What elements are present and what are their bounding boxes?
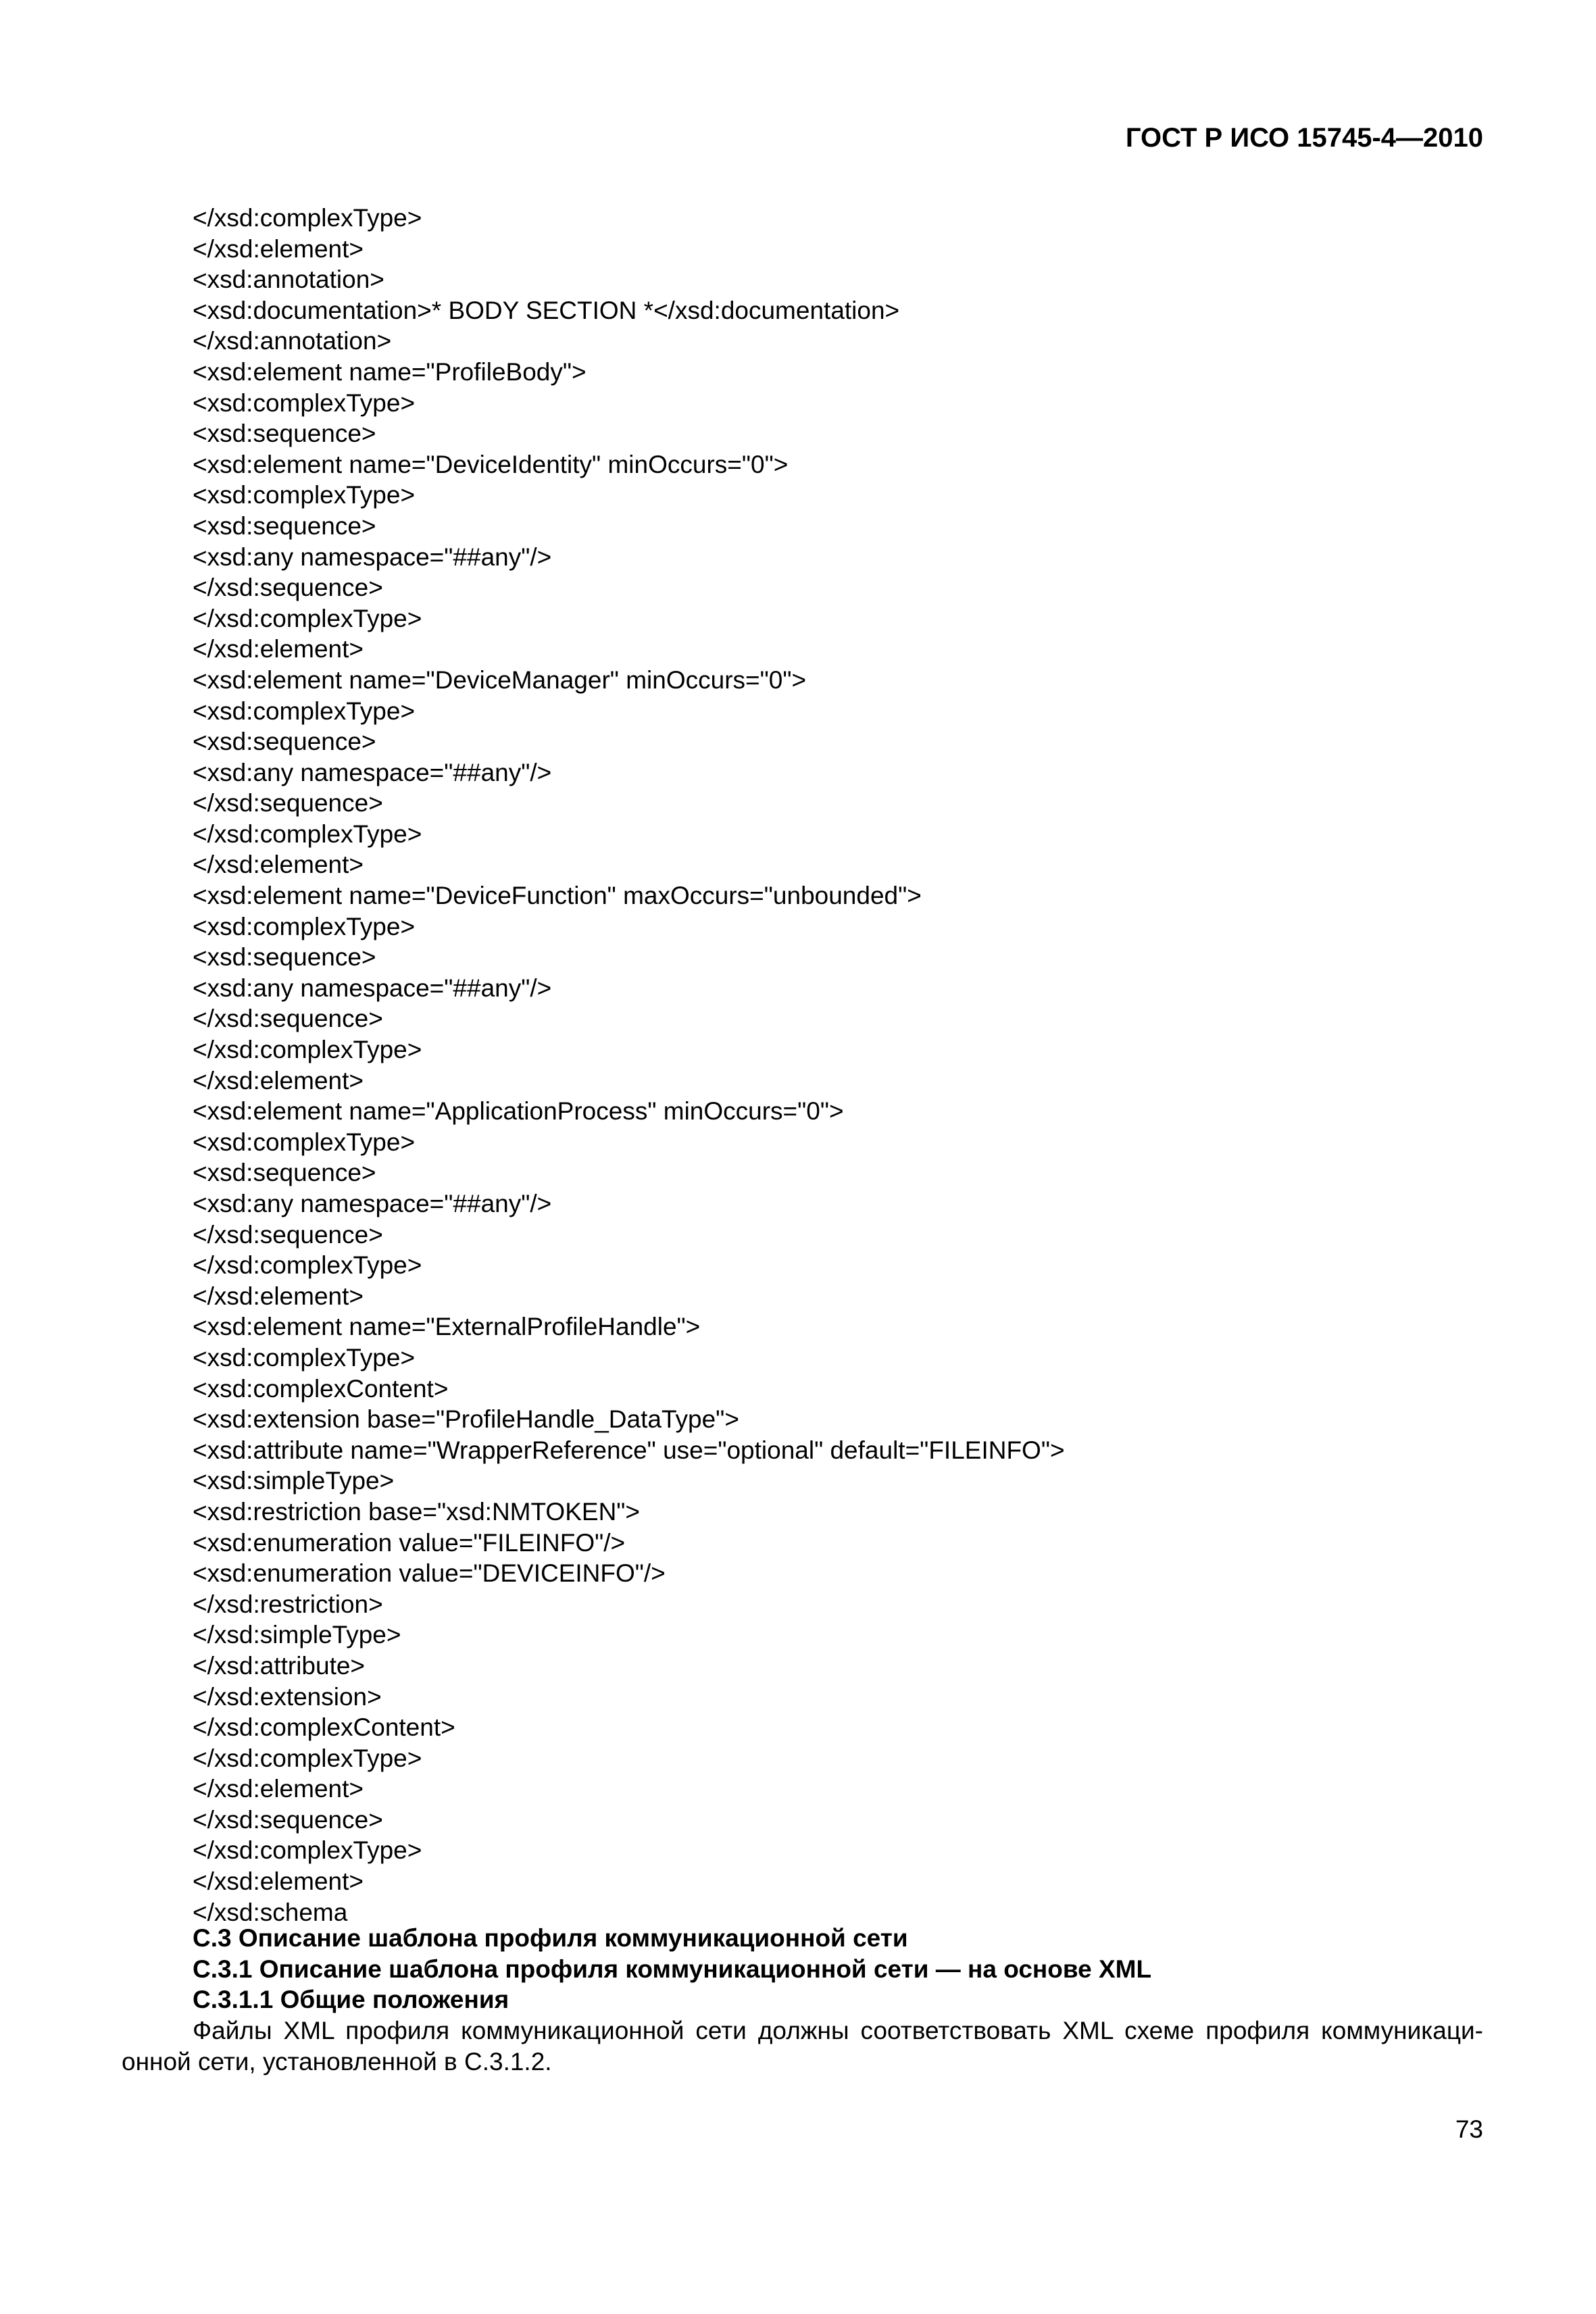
- code-line: </xsd:sequence>: [193, 789, 383, 818]
- code-line: <xsd:any namespace="##any"/>: [193, 758, 552, 786]
- code-line: </xsd:extension>: [193, 1682, 382, 1711]
- code-line: <xsd:complexContent>: [193, 1374, 449, 1403]
- code-line: <xsd:complexType>: [193, 1343, 416, 1372]
- code-line: </xsd:simpleType>: [193, 1621, 401, 1649]
- code-line: </xsd:sequence>: [193, 1805, 383, 1834]
- code-line: </xsd:element>: [193, 1282, 364, 1310]
- code-line: <xsd:complexType>: [193, 481, 416, 509]
- code-line: </xsd:sequence>: [193, 1005, 383, 1033]
- code-line: <xsd:sequence>: [193, 728, 376, 756]
- code-line: <xsd:restriction base="xsd:NMTOKEN">: [193, 1497, 641, 1526]
- code-line: <xsd:any namespace="##any"/>: [193, 543, 552, 571]
- code-line: </xsd:sequence>: [193, 574, 383, 602]
- code-line: </xsd:attribute>: [193, 1651, 366, 1680]
- code-line: </xsd:complexType>: [193, 204, 422, 232]
- section-heading-c3-1-1: С.3.1.1 Общие положения: [193, 1986, 509, 2014]
- code-line: </xsd:complexType>: [193, 1251, 422, 1280]
- code-line: </xsd:element>: [193, 234, 364, 263]
- code-line: <xsd:complexType>: [193, 1128, 416, 1156]
- code-line: </xsd:complexType>: [193, 1744, 422, 1772]
- code-line: <xsd:complexType>: [193, 697, 416, 725]
- code-line: <xsd:element name="ProfileBody">: [193, 357, 587, 386]
- code-line: <xsd:any namespace="##any"/>: [193, 974, 552, 1002]
- page-number: 73: [1455, 2115, 1483, 2143]
- code-line: <xsd:annotation>: [193, 266, 384, 294]
- code-line: <xsd:complexType>: [193, 912, 416, 940]
- code-line: </xsd:complexContent>: [193, 1713, 455, 1742]
- code-line: <xsd:element name="DeviceManager" minOccurs="0">: [193, 665, 807, 694]
- code-line: <xsd:simpleType>: [193, 1467, 395, 1495]
- code-line: </xsd:element>: [193, 1775, 364, 1803]
- code-line: </xsd:complexType>: [193, 820, 422, 848]
- code-line: <xsd:element name="DeviceFunction" maxOccurs="unbounded">: [193, 882, 922, 910]
- section-heading-c3-1: С.3.1 Описание шаблона профиля коммуникационной сети — на основе XML: [193, 1955, 1152, 1983]
- code-line: </xsd:element>: [193, 635, 364, 663]
- code-line: <xsd:any namespace="##any"/>: [193, 1190, 552, 1217]
- section-headings: [193, 1923, 1151, 2015]
- code-line: </xsd:element>: [193, 1867, 364, 1896]
- code-line: <xsd:enumeration value="FILEINFO"/>: [193, 1528, 626, 1557]
- paragraph-line-1: Файлы XML профиля коммуникационной сети должны соответствовать XML схеме профиля коммуникаци-: [193, 2017, 1483, 2044]
- code-line: </xsd:element>: [193, 851, 364, 879]
- code-line: <xsd:sequence>: [193, 420, 376, 448]
- body-paragraph: [122, 2015, 1483, 2077]
- code-line: <xsd:element name="ExternalProfileHandle">: [193, 1313, 701, 1341]
- paragraph-line-2: онной сети, установленной в С.3.1.2.: [122, 2047, 552, 2076]
- code-line: <xsd:element name="ApplicationProcess" minOccurs="0">: [193, 1097, 844, 1126]
- code-line: <xsd:sequence>: [193, 511, 376, 540]
- code-line: </xsd:complexType>: [193, 1036, 422, 1064]
- code-line: <xsd:sequence>: [193, 943, 376, 972]
- code-line: </xsd:schema: [193, 1898, 348, 1926]
- xsd-code-listing: [193, 203, 1476, 1928]
- code-line: <xsd:complexType>: [193, 388, 416, 417]
- code-line: <xsd:documentation>* BODY SECTION *</xsd:documentation>: [193, 296, 900, 324]
- code-line: </xsd:annotation>: [193, 327, 392, 355]
- code-line: <xsd:extension base="ProfileHandle_DataType">: [193, 1405, 739, 1434]
- code-line: </xsd:complexType>: [193, 1836, 422, 1865]
- section-heading-c3: С.3 Описание шаблона профиля коммуникационной сети: [193, 1924, 908, 1952]
- code-line: </xsd:sequence>: [193, 1220, 383, 1249]
- code-line: </xsd:element>: [193, 1066, 364, 1095]
- code-line: </xsd:complexType>: [193, 604, 422, 632]
- standard-designation: ГОСТ Р ИСО 15745-4—2010: [1125, 123, 1483, 153]
- code-line: <xsd:element name="DeviceIdentity" minOccurs="0">: [193, 450, 789, 478]
- code-line: </xsd:restriction>: [193, 1590, 383, 1618]
- code-line: <xsd:sequence>: [193, 1159, 376, 1187]
- code-line: <xsd:enumeration value="DEVICEINFO"/>: [193, 1559, 666, 1588]
- code-line: <xsd:attribute name="WrapperReference" use="optional" default="FILEINFO">: [193, 1436, 1065, 1464]
